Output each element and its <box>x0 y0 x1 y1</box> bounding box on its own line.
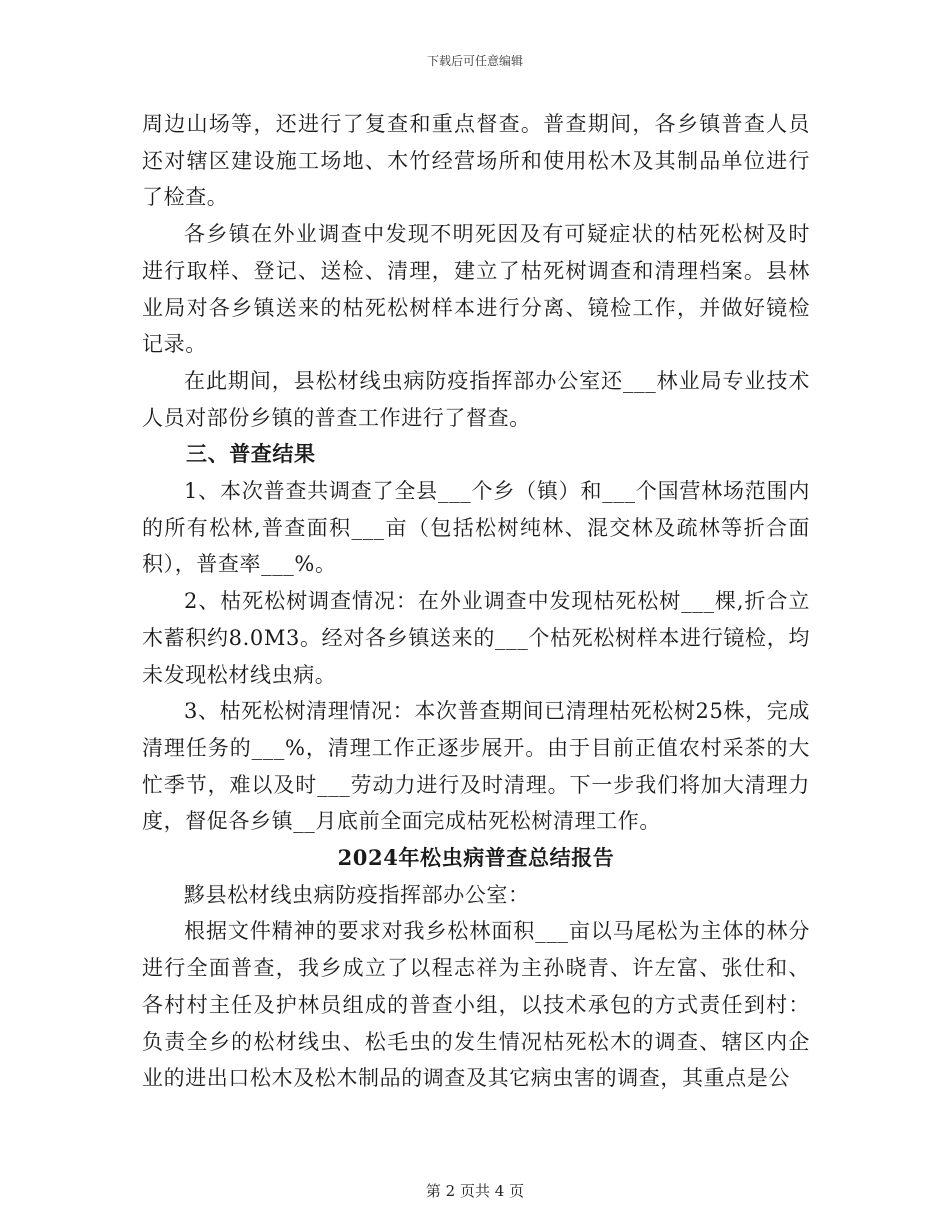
paragraph-result-1: 1、本次普查共调查了全县___个乡（镇）和___个国营林场范围内的所有松林,普查面积___亩（包括松树纯林、混交林及疏林等折合面积），普查率___%。 <box>142 479 810 577</box>
paragraph-continuation: 周边山场等，还进行了复查和重点督查。普查期间，各乡镇普查人员还对辖区建设施工场地、木竹经营场所和使用松木及其制品单位进行了检查。 <box>142 112 810 210</box>
addressee: 黟县松材线虫病防疫指挥部办公室： <box>184 882 530 907</box>
report-title: 2024年松虫病普查总结报告 <box>337 845 615 871</box>
section-heading-results: 三、普查结果 <box>186 441 316 467</box>
page-footer: 第 2 页共 4 页 <box>425 1182 525 1200</box>
paragraph-result-3: 3、枯死松树清理情况：本次普查期间已清理枯死松树25株，完成清理任务的___%，清理工作正逐步展开。由于目前正值农村采茶的大忙季节，难以及时___劳动力进行及时清理。下一步我们将加大清理力度，督促各乡镇__月底前全面完成枯死松树清理工作。 <box>142 699 810 834</box>
paragraph-supervision: 在此期间，县松材线虫病防疫指挥部办公室还___林业局专业技术人员对部份乡镇的普查工作进行了督查。 <box>142 368 810 430</box>
paragraph-report-body: 根据文件精神的要求对我乡松林面积___亩以马尾松为主体的林分进行全面普查，我乡成立了以程志祥为主孙晓青、许左富、张仕和、各村村主任及护林员组成的普查小组，以技术承包的方式责任到村：负责全乡的松材线虫、松毛虫的发生情况枯死松木的调查、辖区内企业的进出口松木及松木制品的调查及其它病虫害的调查，其重点是公 <box>142 919 810 1091</box>
paragraph-result-2: 2、枯死松树调查情况：在外业调查中发现枯死松树___棵,折合立木蓄积约8.0M3。经对各乡镇送来的___个枯死松树样本进行镜检，均未发现松材线虫病。 <box>142 589 810 687</box>
page-header: 下载后可任意编辑 <box>426 54 523 68</box>
document-body <box>142 106 810 1097</box>
paragraph-sampling: 各乡镇在外业调查中发现不明死因及有可疑症状的枯死松树及时进行取样、登记、送检、清理，建立了枯死树调查和清理档案。县林业局对各乡镇送来的枯死松树样本进行分离、镜检工作，并做好镜检记录。 <box>142 222 810 357</box>
